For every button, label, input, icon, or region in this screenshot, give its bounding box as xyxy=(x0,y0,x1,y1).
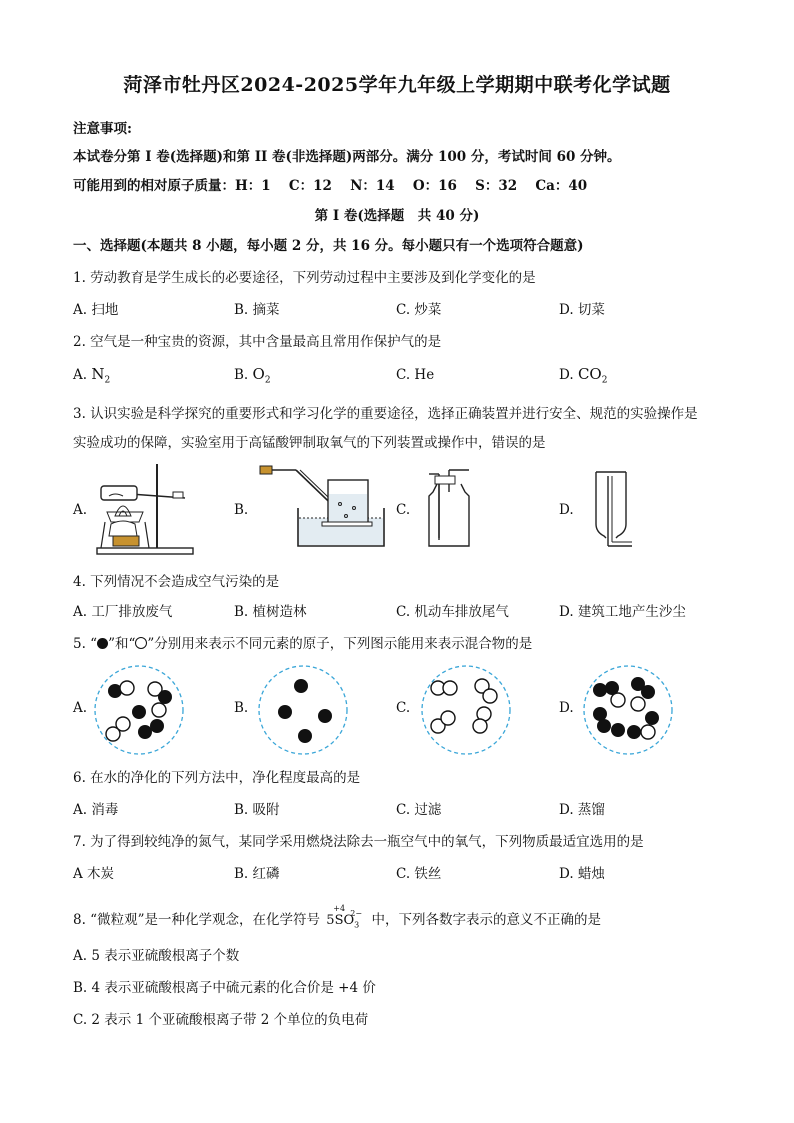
sulfite-element: S xyxy=(334,913,344,928)
q7-option-d[interactable]: D. 蜡烛 xyxy=(559,866,605,882)
sulfite-coefficient: 5 xyxy=(326,913,335,928)
q8-choice-a[interactable]: A. 5 表示亚硫酸根离子个数 xyxy=(73,948,240,964)
sulfite-oxygen: O xyxy=(343,913,355,928)
white-atom-icon xyxy=(135,637,147,649)
q8-choice-c[interactable]: C. 2 表示 1 个亚硫酸根离子带 2 个单位的负电荷 xyxy=(73,1012,369,1028)
part-title: 一、选择题(本题共 8 小题，每小题 2 分，共 16 分。每小题只有一个选项符合题意) xyxy=(73,238,584,254)
sulfite-charge: 2− xyxy=(350,909,363,918)
q2-option-d-formula: CO xyxy=(577,365,602,383)
q5-option-a[interactable]: A. xyxy=(73,700,88,716)
q1-option-b[interactable]: B. 摘菜 xyxy=(234,302,280,318)
q2-option-a-sub: 2 xyxy=(104,375,111,386)
q2-option-c[interactable]: C. He xyxy=(396,367,435,383)
q5-diagram-c xyxy=(420,664,512,756)
q3-option-a[interactable]: A. xyxy=(73,502,88,518)
q6-option-a[interactable]: A. 消毒 xyxy=(73,802,119,818)
q3-option-b[interactable]: B. xyxy=(234,502,249,518)
q3-option-d[interactable]: D. xyxy=(559,502,574,518)
q5-option-b[interactable]: B. xyxy=(234,700,249,716)
q6-stem: 6. 在水的净化的下列方法中，净化程度最高的是 xyxy=(73,770,361,786)
q5-option-c[interactable]: C. xyxy=(396,700,411,716)
q1-stem: 1. 劳动教育是学生成长的必要途径，下列劳动过程中主要涉及到化学变化的是 xyxy=(73,270,536,286)
q3-figure-c-gas-bottle xyxy=(425,466,475,550)
q5-stem-suffix: ”分别用来表示不同元素的原子，下列图示能用来表示混合物的是 xyxy=(147,636,533,652)
q4-option-a[interactable]: A. 工厂排放废气 xyxy=(73,604,173,620)
q3-figure-a-heating-apparatus xyxy=(95,460,195,558)
q2-option-a-label: A. xyxy=(73,367,88,383)
q2-option-b-label: B. xyxy=(234,367,249,383)
q7-option-a[interactable]: A 木炭 xyxy=(73,866,115,882)
q6-option-b[interactable]: B. 吸附 xyxy=(234,802,280,818)
q8-stem xyxy=(73,904,602,930)
q2-option-d[interactable] xyxy=(559,365,607,386)
q1-option-a[interactable]: A. 扫地 xyxy=(73,302,119,318)
q6-option-c[interactable]: C. 过滤 xyxy=(396,802,442,818)
q2-stem: 2. 空气是一种宝贵的资源，其中含量最高且常用作保护气的是 xyxy=(73,334,442,350)
q5-diagram-b xyxy=(257,664,349,756)
q2-option-a[interactable] xyxy=(73,365,110,386)
q3-stem-line-2: 实验成功的保障，实验室用于高锰酸钾制取氧气的下列装置或操作中，错误的是 xyxy=(73,435,546,451)
q5-stem xyxy=(73,632,532,652)
q1-option-c[interactable]: C. 炒菜 xyxy=(396,302,442,318)
q3-figure-d-inverted-bottle xyxy=(592,466,636,550)
q7-option-b[interactable]: B. 红磷 xyxy=(234,866,280,882)
q2-option-d-label: D. xyxy=(559,367,574,383)
q1-option-d[interactable]: D. 切菜 xyxy=(559,302,605,318)
section-title: 第 I 卷(选择题 共 40 分) xyxy=(314,208,480,224)
q4-option-b[interactable]: B. 植树造林 xyxy=(234,604,307,620)
q2-option-b[interactable] xyxy=(234,365,271,386)
q2-option-a-formula: N xyxy=(91,365,105,383)
black-atom-icon xyxy=(97,638,108,649)
page-title: 菏泽市牡丹区2024-2025学年九年级上学期期中联考化学试题 xyxy=(123,74,671,96)
q5-diagram-a xyxy=(93,664,185,756)
q4-stem: 4. 下列情况不会造成空气污染的是 xyxy=(73,574,280,590)
q5-diagram-d xyxy=(582,664,674,756)
sulfite-oxygen-sub: 3 xyxy=(354,920,360,930)
q5-stem-mid: ”和“ xyxy=(108,636,136,652)
notice-heading: 注意事项: xyxy=(73,121,132,137)
q8-stem-suffix: 中，下列各数字表示的意义不正确的是 xyxy=(371,912,602,928)
q2-option-b-sub: 2 xyxy=(264,375,271,386)
q8-choice-b[interactable]: B. 4 表示亚硫酸根离子中硫元素的化合价是 +4 价 xyxy=(73,980,376,996)
sulfite-oxidation: +4 xyxy=(333,904,346,913)
q6-option-d[interactable]: D. 蒸馏 xyxy=(559,802,605,818)
q7-option-c[interactable]: C. 铁丝 xyxy=(396,866,442,882)
q4-option-d[interactable]: D. 建筑工地产生沙尘 xyxy=(559,604,686,620)
q5-option-d[interactable]: D. xyxy=(559,700,574,716)
q5-stem-prefix: 5. “ xyxy=(73,636,98,652)
sulfite-symbol xyxy=(324,904,363,930)
q3-figure-b-water-collection xyxy=(258,460,388,550)
q8-stem-prefix: 8. “微粒观”是一种化学观念，在化学符号 xyxy=(73,912,320,928)
q2-option-b-formula: O xyxy=(252,365,265,383)
q3-stem-line-1: 3. 认识实验是科学探究的重要形式和学习化学的重要途径，选择正确装置并进行安全、规范的实验操作是 xyxy=(73,406,698,422)
q7-stem: 7. 为了得到较纯净的氮气，某同学采用燃烧法除去一瓶空气中的氧气，下列物质最适宜选用的是 xyxy=(73,834,644,850)
notice-line-2: 可能用到的相对原子质量：H：1 C：12 N：14 O：16 S：32 Ca：40 xyxy=(73,178,588,194)
q3-option-c[interactable]: C. xyxy=(396,502,411,518)
notice-line-1: 本试卷分第 I 卷(选择题)和第 II 卷(非选择题)两部分。满分 100 分，考试时间 60 分钟。 xyxy=(73,149,621,165)
q4-option-c[interactable]: C. 机动车排放尾气 xyxy=(396,604,509,620)
q2-option-d-sub: 2 xyxy=(601,375,608,386)
